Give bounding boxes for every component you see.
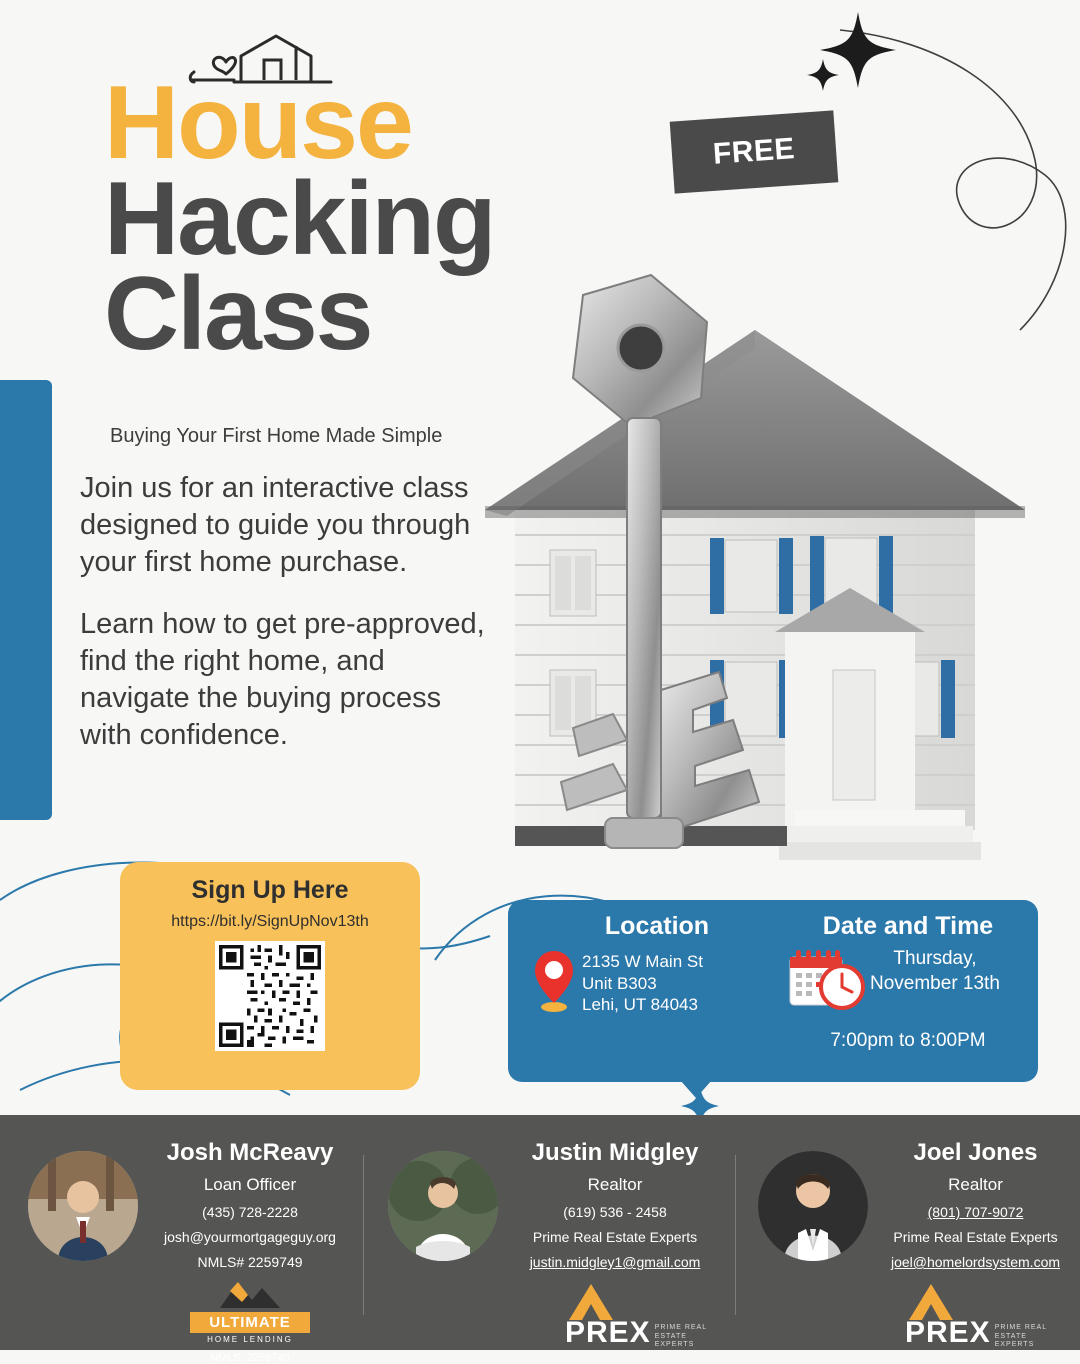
- headline-line-2: Hacking: [104, 160, 495, 277]
- contact-name: Josh McReavy: [166, 1139, 334, 1166]
- ultimate-home-lending-logo: [190, 1278, 310, 1364]
- datetime-block: [788, 912, 1028, 1052]
- info-bar-pointer: [680, 1080, 712, 1098]
- contact-phone[interactable]: (619) 536 - 2458: [563, 1204, 667, 1220]
- footer-divider-2: [735, 1155, 736, 1315]
- headline-line-3: Class: [104, 256, 372, 373]
- signup-card[interactable]: [120, 862, 420, 1090]
- headline-line-1: House: [104, 65, 412, 181]
- address-line-1: 2135 W Main St: [582, 951, 703, 971]
- contact-email[interactable]: justin.midgley1@gmail.com: [529, 1254, 701, 1270]
- prex-wordmark: PREX: [565, 1316, 651, 1349]
- signup-url[interactable]: https://bit.ly/SignUpNov13th: [171, 913, 369, 930]
- footer-divider-1: [363, 1155, 364, 1315]
- contact-role: Realtor: [948, 1175, 1003, 1194]
- prex-tagline: PRIME REAL ESTATE EXPERTS: [654, 1323, 707, 1349]
- footer: [0, 1115, 1080, 1364]
- body-copy: [80, 470, 490, 780]
- calendar-clock-icon: [788, 947, 866, 1018]
- event-day: Thursday,: [893, 948, 977, 969]
- contact-phone[interactable]: (435) 728-2228: [202, 1204, 298, 1220]
- prex-logo: [565, 1280, 715, 1350]
- location-block: [532, 912, 782, 1018]
- contact-card-joel: [750, 1115, 1080, 1350]
- event-date: November 13th: [870, 972, 1000, 994]
- address-line-3: Lehi, UT 84043: [582, 995, 698, 1015]
- contact-info: [140, 1139, 360, 1270]
- contact-card-justin: [380, 1115, 730, 1350]
- location-title: Location: [604, 912, 710, 940]
- contact-name: Joel Jones: [913, 1139, 1038, 1166]
- prex-logo: [905, 1280, 1055, 1350]
- prex-tagline: PRIME REAL ESTATE EXPERTS: [994, 1323, 1047, 1349]
- contact-company: Prime Real Estate Experts: [532, 1229, 698, 1245]
- avatar: [28, 1151, 138, 1261]
- event-info-bar: [508, 900, 1038, 1082]
- avatar: [388, 1151, 498, 1261]
- contact-role: Realtor: [587, 1175, 643, 1194]
- contact-phone[interactable]: (801) 707-9072: [927, 1204, 1024, 1220]
- hero-house-key-image: [455, 270, 1055, 890]
- map-pin-icon: [532, 949, 576, 1018]
- free-badge: [670, 110, 839, 193]
- sparkle-icon-large: [818, 10, 898, 95]
- ultimate-nmls: NMLS: 2259749: [210, 1352, 290, 1364]
- contact-card-josh: [10, 1115, 360, 1364]
- signup-title: Sign Up Here: [191, 876, 349, 904]
- subheadline: Buying Your First Home Made Simple: [110, 425, 443, 447]
- address: [582, 951, 703, 1016]
- contact-nmls: NMLS# 2259749: [197, 1254, 303, 1270]
- sparkle-icon-small: [806, 58, 840, 97]
- contact-email[interactable]: josh@yourmortgageguy.org: [164, 1229, 336, 1245]
- blue-side-accent: [0, 380, 52, 820]
- contact-info: [868, 1139, 1080, 1270]
- qr-code[interactable]: [215, 941, 325, 1051]
- contact-role: Loan Officer: [203, 1175, 297, 1194]
- contact-name: Justin Midgley: [531, 1139, 699, 1166]
- ultimate-tagline: HOME LENDING: [207, 1335, 293, 1344]
- datetime-title: Date and Time: [822, 912, 994, 940]
- contact-email[interactable]: joel@homelordsystem.com: [890, 1254, 1061, 1270]
- prex-wordmark: PREX: [905, 1316, 991, 1349]
- avatar: [758, 1151, 868, 1261]
- free-badge-label: FREE: [711, 132, 797, 171]
- event-time: 7:00pm to 8:00PM: [830, 1030, 986, 1051]
- paragraph-1: Join us for an interactive class designed to guide you through your first home purchase.: [80, 472, 471, 578]
- ultimate-wordmark: ULTIMATE: [190, 1312, 310, 1333]
- address-line-2: Unit B303: [582, 973, 657, 993]
- contact-company: Prime Real Estate Experts: [893, 1229, 1058, 1245]
- paragraph-2: Learn how to get pre-approved, find the right home, and navigate the buying process with confidence.: [80, 608, 485, 751]
- contact-info: [500, 1139, 730, 1270]
